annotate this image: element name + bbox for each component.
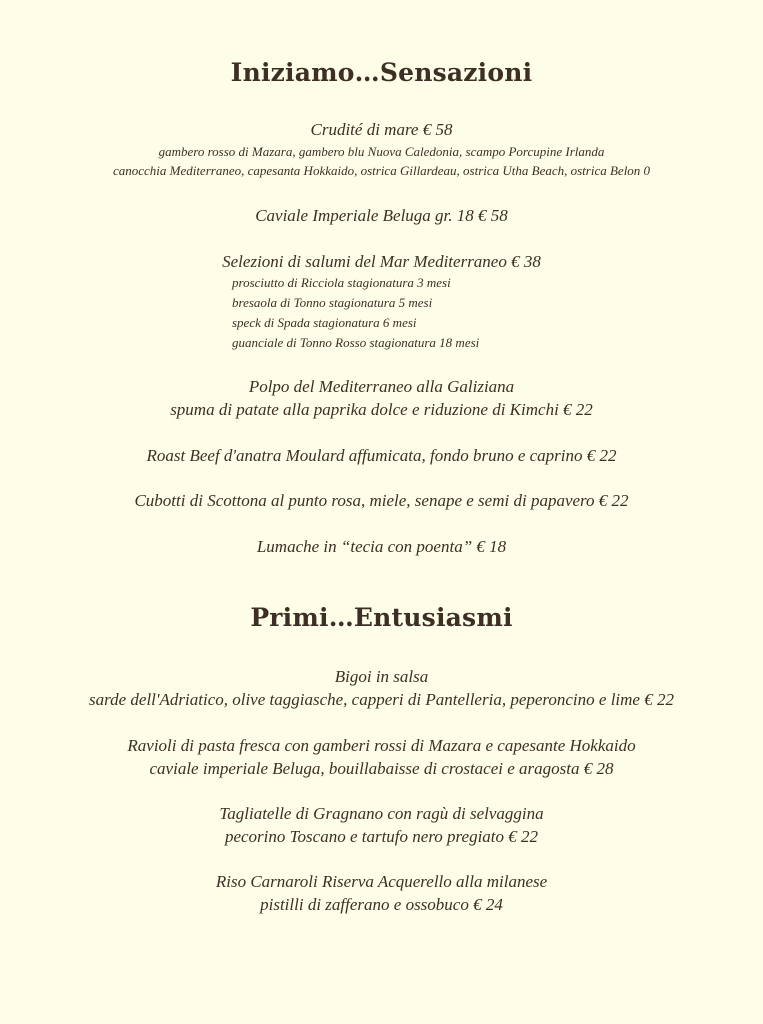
menu-item-detail: pistilli di zafferano e ossobuco € 24 — [260, 895, 503, 914]
menu-item-detail: speck di Spada stagionatura 6 mesi — [232, 315, 417, 330]
menu-item-name: Roast Beef d'anatra Moulard affumicata, fondo bruno e caprino € 22 — [146, 446, 617, 465]
menu-item-name: Polpo del Mediterraneo alla Galiziana — [248, 377, 515, 396]
section-title-antipasti: Iniziamo…Sensazioni — [230, 58, 533, 87]
menu-item-name: Ravioli di pasta fresca con gamberi rossi di Mazara e capesante Hokkaido — [127, 736, 636, 755]
menu-item-detail: sarde dell'Adriatico, olive taggiasche, capperi di Pantelleria, peperoncino e lime € 22 — [89, 690, 674, 709]
menu-item-detail: pecorino Toscano e tartufo nero pregiato € 22 — [224, 827, 539, 846]
menu-item-name: Caviale Imperiale Beluga gr. 18 € 58 — [255, 206, 508, 225]
menu-item-name: Bigoi in salsa — [334, 667, 429, 686]
menu-item-detail: gambero rosso di Mazara, gambero blu Nuova Caledonia, scampo Porcupine Irlanda — [158, 144, 605, 159]
section-title-primi: Primi…Entusiasmi — [250, 603, 513, 632]
menu-item-name: Cubotti di Scottona al punto rosa, miele, senape e semi di papavero € 22 — [134, 491, 629, 510]
menu-item-name: Lumache in “tecia con poenta” € 18 — [256, 537, 507, 556]
menu-item-detail: canocchia Mediterraneo, capesanta Hokkaido, ostrica Gillardeau, ostrica Utha Beach, ostrica Belon 0 — [112, 163, 651, 178]
menu-item-name: Riso Carnaroli Riserva Acquerello alla milanese — [215, 872, 548, 891]
menu-item-name: Crudité di mare € 58 — [310, 120, 453, 139]
menu-item-name: Tagliatelle di Gragnano con ragù di selvaggina — [219, 804, 544, 823]
menu-item-name: Selezioni di salumi del Mar Mediterraneo € 38 — [222, 252, 541, 271]
menu-item-detail: caviale imperiale Beluga, bouillabaisse di crostacei e aragosta € 28 — [149, 759, 614, 778]
menu-item-detail: bresaola di Tonno stagionatura 5 mesi — [232, 295, 433, 310]
menu-item-detail: prosciutto di Ricciola stagionatura 3 mesi — [232, 275, 451, 290]
menu-item-detail: spuma di patate alla paprika dolce e riduzione di Kimchi € 22 — [170, 400, 593, 419]
menu-item-detail: guanciale di Tonno Rosso stagionatura 18 mesi — [232, 335, 480, 350]
